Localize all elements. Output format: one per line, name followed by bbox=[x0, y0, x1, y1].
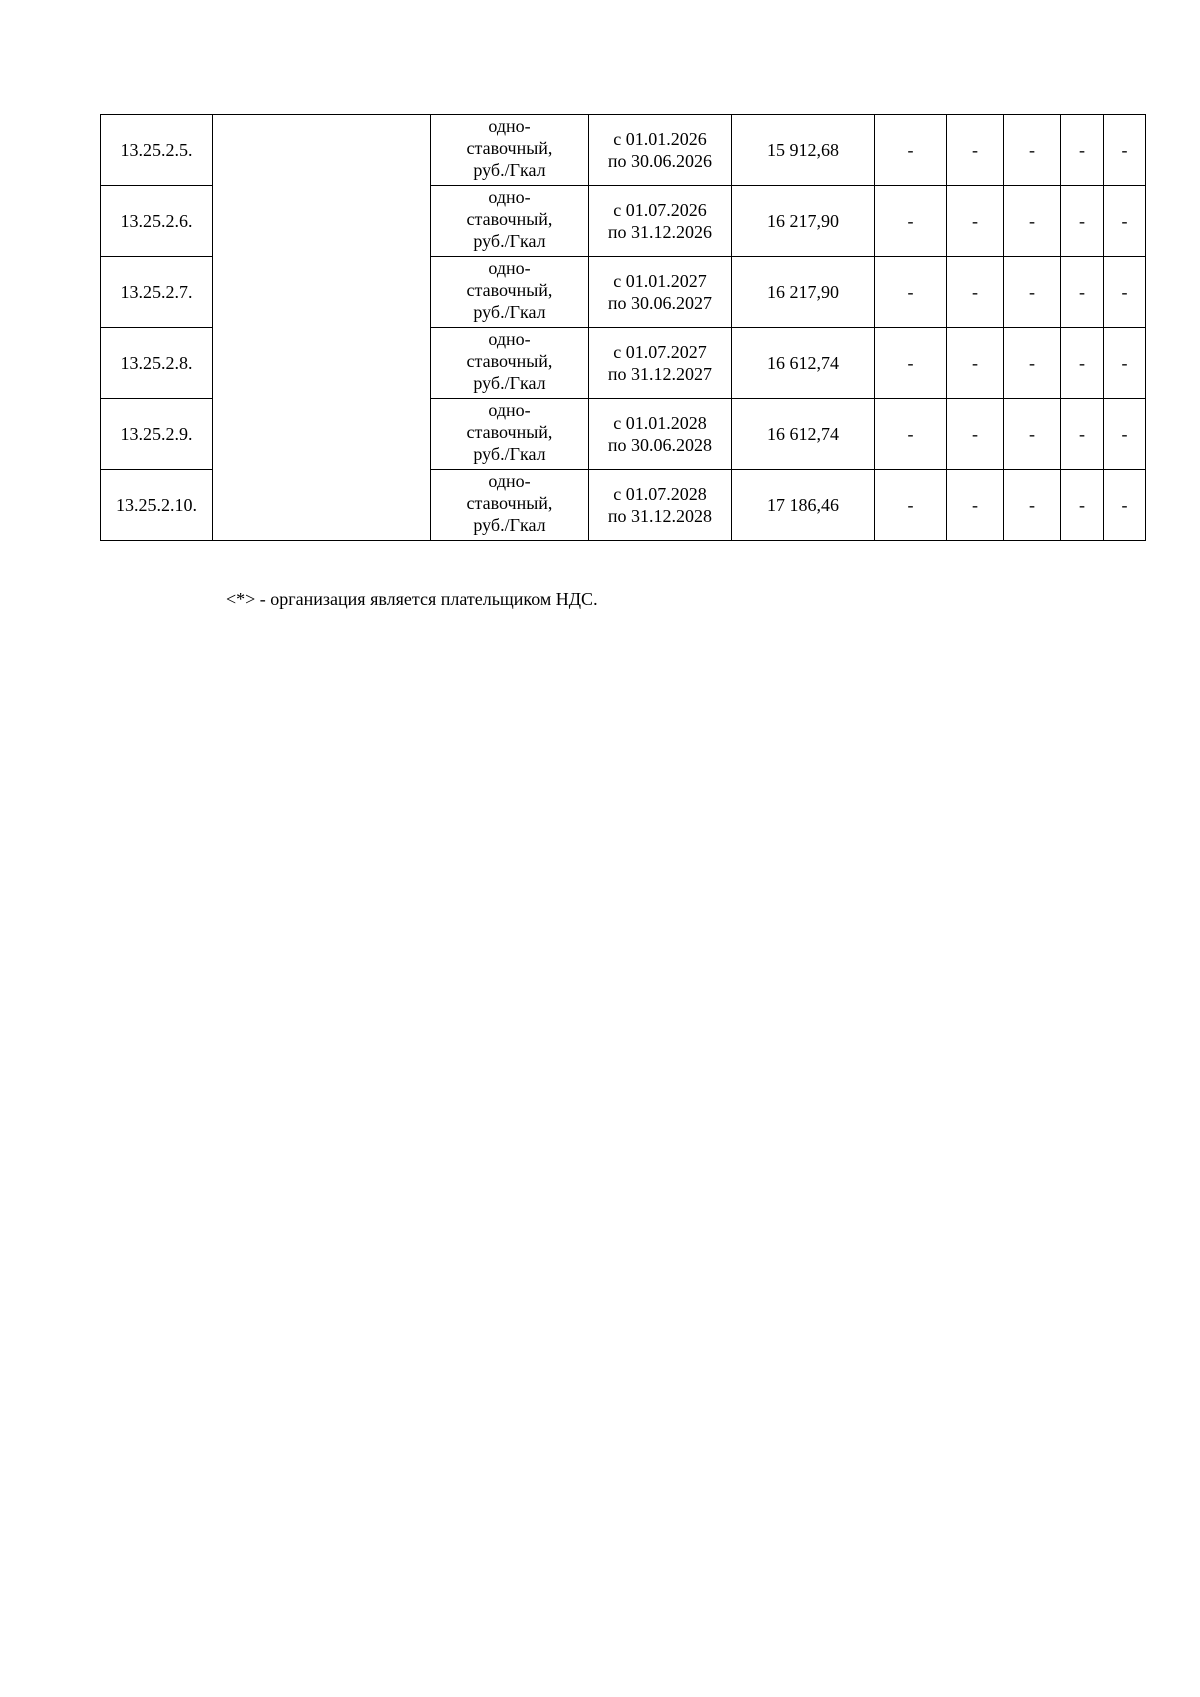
tariff-type-line: ставочный, bbox=[466, 493, 553, 513]
dash-cell: - bbox=[1061, 115, 1104, 186]
dash-cell: - bbox=[1061, 470, 1104, 541]
tariff-value: 17 186,46 bbox=[732, 470, 875, 541]
period-start: с 01.07.2027 bbox=[613, 342, 707, 362]
tariff-type-line: руб./Гкал bbox=[473, 444, 546, 464]
dash-cell: - bbox=[1104, 115, 1146, 186]
period-cell bbox=[589, 399, 732, 470]
dash-cell: - bbox=[1061, 399, 1104, 470]
tariff-type-line: руб./Гкал bbox=[473, 515, 546, 535]
tariff-type-line: одно- bbox=[488, 471, 531, 491]
dash-cell: - bbox=[875, 257, 947, 328]
dash-cell: - bbox=[1004, 470, 1061, 541]
dash-cell: - bbox=[1004, 115, 1061, 186]
period-end: по 30.06.2026 bbox=[607, 151, 713, 171]
table-row bbox=[101, 115, 1146, 186]
dash-cell: - bbox=[1061, 328, 1104, 399]
dash-cell: - bbox=[1004, 186, 1061, 257]
period-start: с 01.01.2027 bbox=[613, 271, 707, 291]
tariff-type-line: ставочный, bbox=[466, 138, 553, 158]
row-number: 13.25.2.9. bbox=[101, 399, 213, 470]
tariff-type-cell bbox=[431, 257, 589, 328]
tariff-type-cell bbox=[431, 470, 589, 541]
row-number: 13.25.2.10. bbox=[101, 470, 213, 541]
dash-cell: - bbox=[1061, 257, 1104, 328]
dash-cell: - bbox=[875, 115, 947, 186]
tariff-type-line: ставочный, bbox=[466, 280, 553, 300]
tariff-value: 15 912,68 bbox=[732, 115, 875, 186]
period-start: с 01.01.2026 bbox=[613, 129, 707, 149]
tariff-type-cell bbox=[431, 115, 589, 186]
tariff-type-cell bbox=[431, 399, 589, 470]
tariff-value: 16 217,90 bbox=[732, 186, 875, 257]
dash-cell: - bbox=[1104, 328, 1146, 399]
vat-footnote: <*> - организация является плательщиком НДС. bbox=[226, 589, 598, 609]
period-end: по 30.06.2028 bbox=[607, 435, 713, 455]
period-cell bbox=[589, 186, 732, 257]
tariff-value: 16 217,90 bbox=[732, 257, 875, 328]
dash-cell: - bbox=[947, 470, 1004, 541]
dash-cell: - bbox=[1104, 186, 1146, 257]
dash-cell: - bbox=[1104, 470, 1146, 541]
tariff-table bbox=[100, 114, 1146, 541]
dash-cell: - bbox=[875, 470, 947, 541]
row-number: 13.25.2.5. bbox=[101, 115, 213, 186]
period-cell bbox=[589, 328, 732, 399]
tariff-type-cell bbox=[431, 328, 589, 399]
tariff-type-line: руб./Гкал bbox=[473, 231, 546, 251]
tariff-type-cell bbox=[431, 186, 589, 257]
merged-blank-cell bbox=[213, 115, 431, 541]
dash-cell: - bbox=[1104, 257, 1146, 328]
tariff-type-line: руб./Гкал bbox=[473, 302, 546, 322]
dash-cell: - bbox=[947, 257, 1004, 328]
dash-cell: - bbox=[947, 328, 1004, 399]
tariff-type-line: руб./Гкал bbox=[473, 160, 546, 180]
dash-cell: - bbox=[1004, 328, 1061, 399]
tariff-type-line: одно- bbox=[488, 400, 531, 420]
tariff-type-line: ставочный, bbox=[466, 209, 553, 229]
dash-cell: - bbox=[947, 399, 1004, 470]
dash-cell: - bbox=[1004, 399, 1061, 470]
period-cell bbox=[589, 115, 732, 186]
tariff-type-line: ставочный, bbox=[466, 351, 553, 371]
row-number: 13.25.2.6. bbox=[101, 186, 213, 257]
period-end: по 31.12.2028 bbox=[607, 506, 713, 526]
period-cell bbox=[589, 470, 732, 541]
period-end: по 31.12.2026 bbox=[607, 222, 713, 242]
period-start: с 01.01.2028 bbox=[613, 413, 707, 433]
period-end: по 30.06.2027 bbox=[607, 293, 713, 313]
tariff-value: 16 612,74 bbox=[732, 328, 875, 399]
tariff-type-line: руб./Гкал bbox=[473, 373, 546, 393]
dash-cell: - bbox=[875, 186, 947, 257]
dash-cell: - bbox=[1061, 186, 1104, 257]
tariff-type-line: одно- bbox=[488, 187, 531, 207]
dash-cell: - bbox=[947, 186, 1004, 257]
tariff-value: 16 612,74 bbox=[732, 399, 875, 470]
period-cell bbox=[589, 257, 732, 328]
tariff-type-line: одно- bbox=[488, 116, 531, 136]
dash-cell: - bbox=[1004, 257, 1061, 328]
row-number: 13.25.2.8. bbox=[101, 328, 213, 399]
dash-cell: - bbox=[875, 328, 947, 399]
period-end: по 31.12.2027 bbox=[607, 364, 713, 384]
dash-cell: - bbox=[947, 115, 1004, 186]
tariff-type-line: одно- bbox=[488, 258, 531, 278]
period-start: с 01.07.2026 bbox=[613, 200, 707, 220]
row-number: 13.25.2.7. bbox=[101, 257, 213, 328]
tariff-type-line: одно- bbox=[488, 329, 531, 349]
dash-cell: - bbox=[875, 399, 947, 470]
period-start: с 01.07.2028 bbox=[613, 484, 707, 504]
dash-cell: - bbox=[1104, 399, 1146, 470]
tariff-type-line: ставочный, bbox=[466, 422, 553, 442]
